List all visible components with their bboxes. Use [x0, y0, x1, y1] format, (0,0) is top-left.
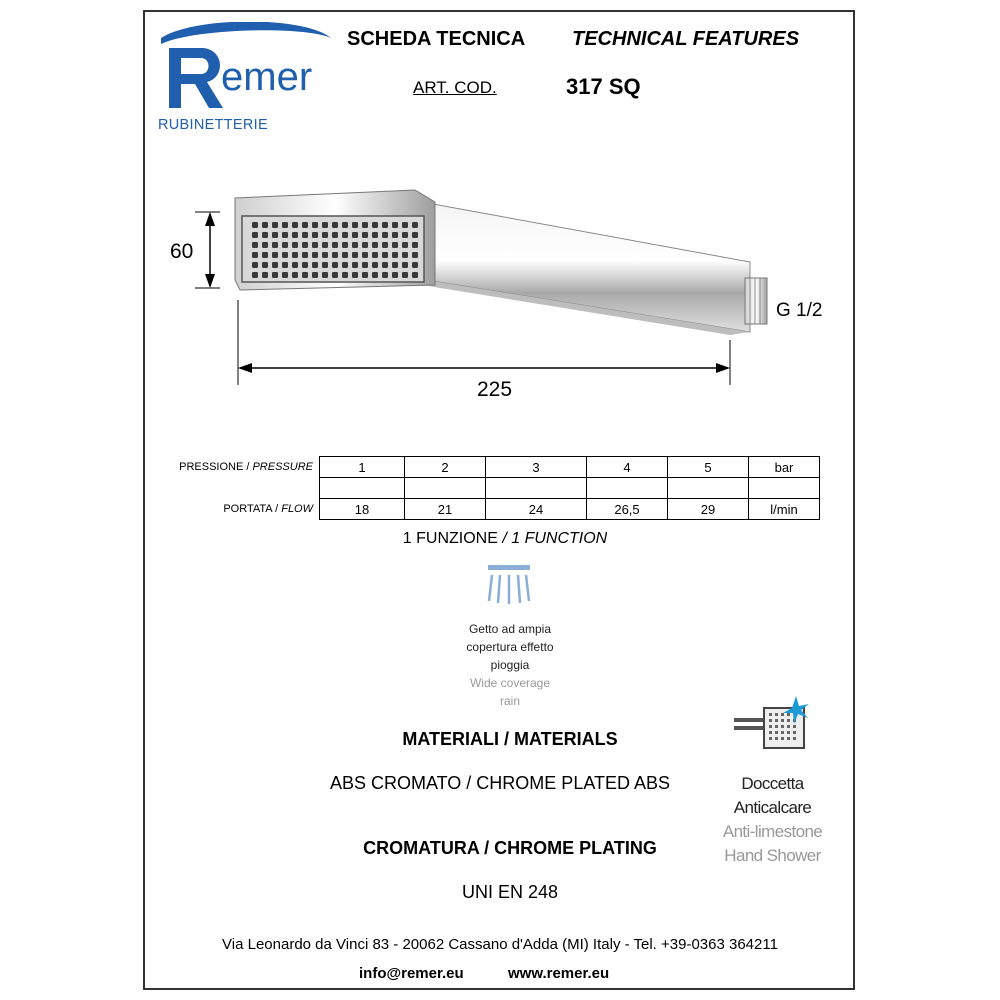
- anti-limestone-shower-icon: [732, 694, 814, 754]
- table-cell: [320, 478, 405, 499]
- table-cell: 4: [587, 457, 668, 478]
- art-code: 317 SQ: [566, 74, 641, 99]
- title-it: SCHEDA TECNICA: [347, 28, 526, 50]
- table-row: [155, 478, 820, 499]
- table-cell: 1: [320, 457, 405, 478]
- pressure-flow-table: [155, 456, 820, 520]
- table-cell: [486, 478, 587, 499]
- art-code-label: ART. COD.: [413, 78, 497, 97]
- table-row: [155, 499, 820, 520]
- logo-word: emer: [221, 55, 313, 99]
- table-cell: 18: [320, 499, 405, 520]
- function-description: Getto ad ampia copertura effetto pioggia Wide coverage rain: [466, 622, 554, 708]
- pressure-label: PRESSIONE / PRESSURE: [179, 461, 313, 473]
- brand-tagline: RUBINETTERIE: [158, 117, 268, 133]
- plating-value: UNI EN 248: [461, 882, 559, 902]
- table-cell: 2: [405, 457, 486, 478]
- table-cell: 5: [668, 457, 749, 478]
- function-label: 1 FUNZIONE / 1 FUNCTION: [402, 530, 608, 547]
- table-cell: 29: [668, 499, 749, 520]
- empty-label: [155, 478, 320, 499]
- table-cell: 24: [486, 499, 587, 520]
- materials-value: ABS CROMATO / CHROME PLATED ABS: [329, 773, 671, 793]
- thread-size: G 1/2: [776, 300, 823, 321]
- table-cell: [405, 478, 486, 499]
- flow-label: PORTATA / FLOW: [223, 503, 313, 515]
- rain-spray-icon: [484, 563, 534, 607]
- company-address: Via Leonardo da Vinci 83 - 20062 Cassano d'Adda (MI) Italy - Tel. +39-0363 364211: [222, 936, 778, 953]
- table-cell: 21: [405, 499, 486, 520]
- product-drawing: [190, 180, 790, 395]
- materials-heading: MATERIALI / MATERIALS: [402, 729, 618, 749]
- table-cell: l/min: [749, 499, 820, 520]
- website-link[interactable]: www.remer.eu: [508, 965, 610, 982]
- plating-heading: CROMATURA / CHROME PLATING: [363, 838, 657, 858]
- length-dimension: 225: [477, 378, 513, 401]
- title-en: TECHNICAL FEATURES: [572, 28, 800, 50]
- email-link[interactable]: info@remer.eu: [359, 965, 464, 982]
- table-row: [155, 457, 820, 478]
- anti-limestone-label: Doccetta Anticalcare Anti-limestone Hand Shower: [722, 774, 823, 865]
- table-cell: 3: [486, 457, 587, 478]
- table-cell: [668, 478, 749, 499]
- height-dimension: 60: [170, 240, 194, 263]
- remer-logo: [155, 22, 335, 118]
- table-cell: 26,5: [587, 499, 668, 520]
- table-cell: [749, 478, 820, 499]
- table-cell: [587, 478, 668, 499]
- table-cell: bar: [749, 457, 820, 478]
